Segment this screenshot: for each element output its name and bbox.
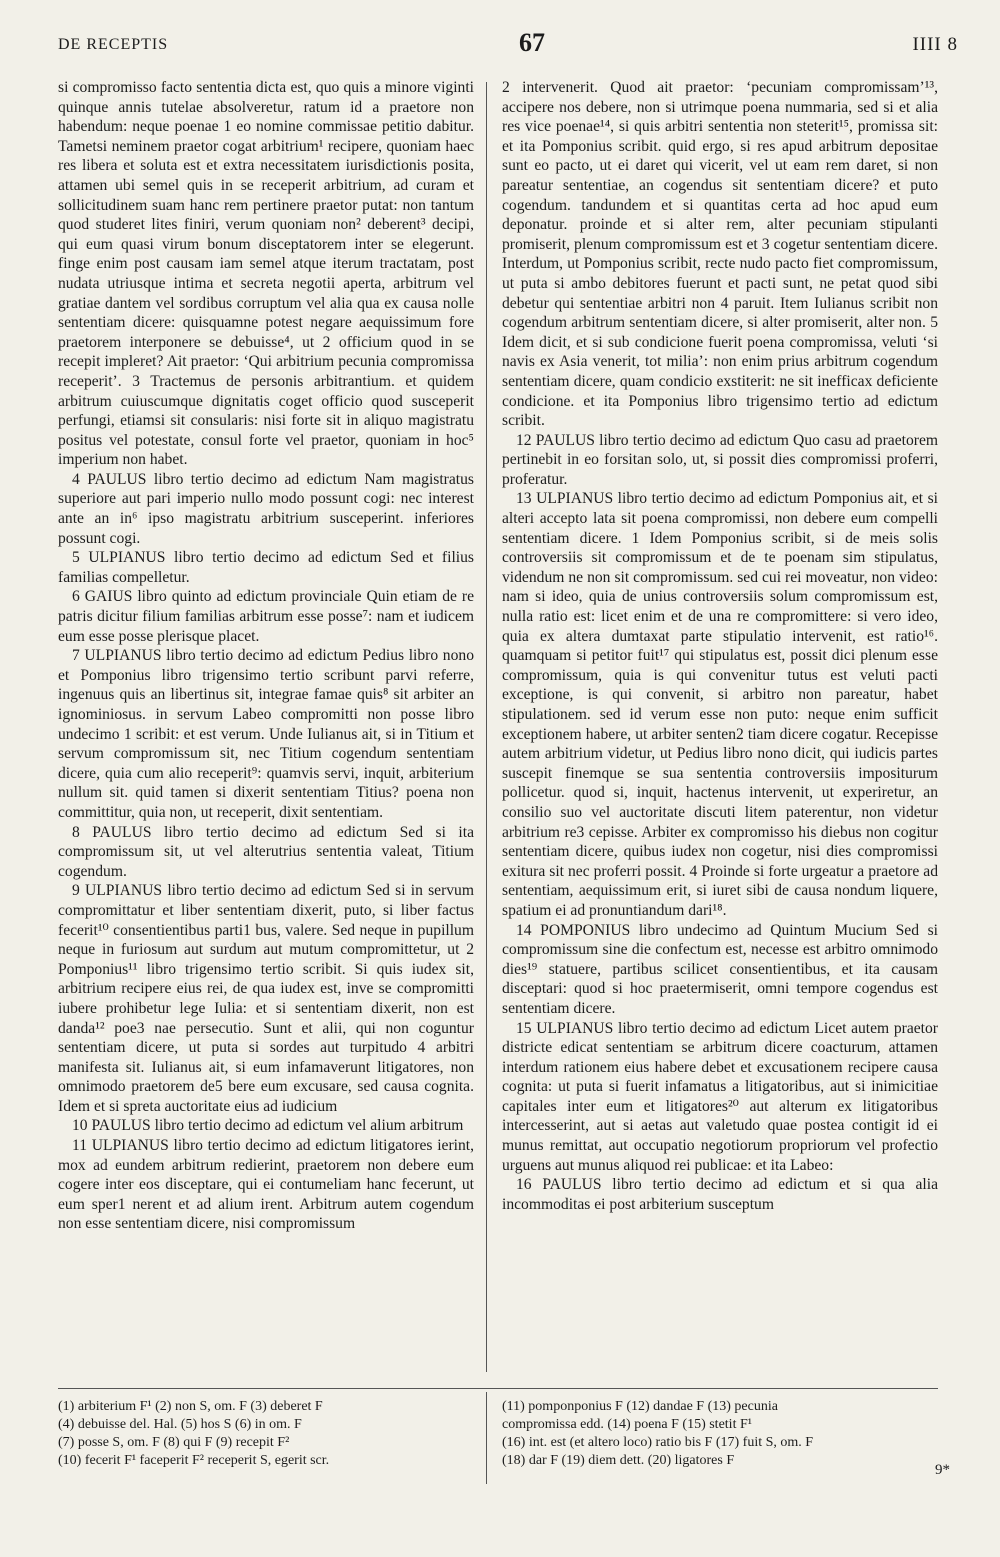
left-column [58, 78, 474, 1370]
paragraph: 10 PAULUS libro tertio decimo ad edictum vel alium arbitrum [72, 1117, 464, 1135]
column-divider [486, 82, 487, 1372]
footnote-line: (16) int. est (et altero loco) ratio bis F (17) fuit S, om. F [502, 1435, 814, 1450]
paragraph: 13 ULPIANUS libro tertio decimo ad edictum Pomponius ait, et si alteri accepto lata sit poena compromissi, non debere eum compelli sententiam dicere. 1 Idem Pomponius scribit, si de meis solis controversiis sit compromissum et de te poenam sim stipulatus, videndum ne non sit compromissum. sed cui rei moveatur, non video: nam si ideo, quia de unius controversiis solum compromissum est, nulla ratio est: licet enim et de una re compromittere: si vero ideo, quia ex altera dumtaxat parte stipulatio intervenit, est ratio¹⁶. quamquam si petitor fuit¹⁷ qui stipulatus est, possit dici plenum esse compromissum, quia is qui convenitur tutus est veluti pacti exceptione, is qui convenit, si arbitro non pareatur, habet stipulationem. sed id verum esse non puto: neque enim sufficit exceptionem habere, ut arbiter senten2 tiam dicere cogatur. Recepisse autem arbitrium videtur, ut Pedius libro nono dicit, qui iudicis partes suscepit finemque se sua sententia controversiis impositurum pollicetur. quod si, inquit, hactenus intervenit, ut experiretur, an consilio suo vel auctoritate discuti litem paterentur, non videtur arbitrium re3 cepisse. Arbiter ex compromisso his diebus non cogitur sententiam dicere, quibus iudex non cogetur, nisi dies compromissi exitura sit nec proferri possit. 4 Proinde si forte urgeatur a praetore ad sententiam, aequissimum erit, si iuret sibi de causa nondum liquere, spatium ei ad pronuntiandum dari¹⁸. [502, 490, 938, 919]
paragraph: 16 PAULUS libro tertio decimo ad edictum et si qua alia incommoditas ei post arbiterium susceptum [502, 1176, 938, 1213]
footnote-line: (7) posse S, om. F (8) qui F (9) recepit F² [58, 1435, 290, 1450]
paragraph: 8 PAULUS libro tertio decimo ad edictum Sed si ita compromissum sit, ut vel alterutrius sententia valeat, Titium cogendum. [58, 823, 474, 880]
paragraph: 5 ULPIANUS libro tertio decimo ad edictum Sed et filius familias compelletur. [58, 549, 474, 586]
footnote-line: compromissa edd. (14) poena F (15) stetit F¹ [502, 1417, 752, 1432]
footnotes-right [502, 1398, 938, 1470]
page-number: 67 [519, 28, 545, 57]
running-title: DE RECEPTIS [58, 36, 169, 53]
signature-mark: 9* [935, 1462, 950, 1478]
paragraph: 6 GAIUS libro quinto ad edictum provinciale Quin etiam de re patris dicitur filium familias arbitrum esse posse⁷: nam et iudicem eum esse posse plerisque placet. [58, 588, 474, 645]
section-number: IIII 8 [912, 34, 958, 55]
footnotes [58, 1390, 958, 1510]
footnote-line: (4) debuisse del. Hal. (5) hos S (6) in om. F [58, 1417, 302, 1432]
footnote-rule [58, 1388, 938, 1389]
footnote-line: (10) fecerit F¹ faceperit F² receperit S, egerit scr. [58, 1453, 330, 1468]
paragraph: 2 intervenerit. Quod ait praetor: ‘pecuniam compromissam’¹³, accipere nos debere, non si utrimque poena nummaria, sed si et alia res vice poenae¹⁴, si quis arbitri sententia non steterit¹⁵, promissa sit: et ita Pomponius scribit. quid ergo, si res apud arbitrum depositae sunt eo pacto, ut ei daret qui vicerit, vel ut eam rem daret, si non pareatur sententiae, an cogendus sit sententiam dicere? et puto cogendum. tandundem et si quantitas certa ad hoc apud eum deponatur. proinde et si alter rem, alter pecuniam stipulanti promiserit, plenum compromissum est et 3 cogetur sententiam dicere. Interdum, ut Pomponius scribit, recte nudo pacto fiet compromissum, ut puta si ambo debitores fuerunt et pacti sunt, ne petat quod sibi debetur qui sententiae arbitri non 4 paruit. Item Iulianus scribit non cogendum arbitrum sententiam dicere, si alter promiserit, alter non. 5 Idem dicit, et si sub condicione fuerit poena compromissa, veluti ‘si navis ex Asia venerit, tot milia’: non enim prius arbitrum cogendum sententiam dicere, quam condicio exstiterit: ne sit inefficax deficiente condicione. et ita Pomponius libro trigensimo tertio ad edictum scribit. [502, 79, 938, 430]
paragraph: si compromisso facto sententia dicta est, quo quis a minore viginti quinque annis tutelae absolveretur, ratum id a praetore non habendum: neque poenae 1 eo nomine commissae petitio dabitur. Tametsi neminem praetor cogat arbitrium¹ recipere, quoniam haec res libera et soluta est et extra necessitatem iurisdictionis posita, attamen ubi semel quis in se receperit arbitrium, ad curam et sollicitudinem suam hanc rem pertinere praetor putat: non tantum quod studeret lites finiri, verum quoniam non² deberent³ decipi, qui eum quasi virum bonum disceptatorem inter se elegerunt. finge enim post causam iam semel atque iterum tractatam, post nudata utriusque intima et secreta negotii aperta, arbitrum vel gratiae dantem vel sordibus corruptum vel alia qua ex causa nolle sententiam dicere: quisquamne potest negare aequissimum fore praetorem interponere se debuisse⁴, ut 2 officium quod in se recepit impleret? Ait praetor: ‘Qui arbitrium pecunia compromissa receperit’. 3 Tractemus de personis arbitrantium. et quidem arbitrum cuiuscumque dignitatis coget officio quod susceperit perfungi, etiamsi sit consularis: nisi forte sit in aliquo magistratu positus vel potestate, consul forte vel praetor, quoniam in hoc⁵ imperium non habet. [58, 79, 474, 469]
paragraph: 14 POMPONIUS libro undecimo ad Quintum Mucium Sed si compromissum sine die confectum est, necesse est arbitro omnimodo dies¹⁹ statuere, partibus scilicet consentientibus, et ita causam disceptari: quod si hoc praetermiserit, omni tempore cogendus est sententiam dicere. [502, 921, 938, 1017]
right-column [502, 78, 938, 1370]
running-header [58, 28, 958, 68]
footnote-line: (11) pomponponius F (12) dandae F (13) pecunia [502, 1399, 778, 1414]
paragraph: 7 ULPIANUS libro tertio decimo ad edictum Pedius libro nono et Pomponius libro trigensimo tertio scribunt parvi referre, ingenuus quis an libertinus sit, integrae famae quis⁸ sit arbiter an ignominiosus. in servum Labeo compromitti non posse libro undecimo 1 scribit: et est verum. Unde Iulianus ait, si in Titium et servum compromissum sit, nec Titium cogendum sententiam dicere, quia cum alio receperit⁹: quamvis servi, inquit, arbiterium nullum sit. quid tamen si dixerit sententiam Titius? poena non committitur, quia non, ut receperit, dixit sententiam. [58, 647, 474, 821]
paragraph: 4 PAULUS libro tertio decimo ad edictum Nam magistratus superiore aut pari imperio nullo modo possunt cogi: nec interest ante an in⁶ ipso magistratu arbitrium susceperint. inferiores possunt cogi. [58, 470, 474, 547]
footnotes-left [58, 1398, 483, 1470]
footnote-line: (1) arbiterium F¹ (2) non S, om. F (3) deberet F [58, 1399, 323, 1414]
paragraph: 9 ULPIANUS libro tertio decimo ad edictum Sed si in servum compromittatur et liber sententiam dixerit, puto, si liber factus fecerit¹⁰ consentientibus parti1 bus, valere. Sed neque in pupillum neque in furiosum aut surdum aut mutum compromittetur, ut 2 Pomponius¹¹ libro trigensimo tertio scribit. Si quis iudex sit, arbitrium recipere eius rei, de qua iudex est, inve se compromitti iubere prohibetur lege Iulia: et si sententiam dixerit, non est danda¹² poe3 nae persecutio. Sunt et alii, qui non coguntur sententiam dicere, ut puta si sordes aut turpitudo 4 arbitri manifesta sit. Iulianus ait, si eum infamaverunt litigatores, non omnimodo praetorem de5 bere eum excusare, sed causa cognita. Idem et si spreta auctoritate eius ad iudicium [58, 882, 474, 1115]
paragraph: 11 ULPIANUS libro tertio decimo ad edictum litigatores ierint, mox ad eundem arbitrum redierint, praetorem non debere eum cogere inter eos disceptare, qui ei contumeliam hanc fecerunt, ut eum sper1 nerent et ad alium irent. Arbitrum autem cogendum non esse sententiam dicere, nisi compromissum [58, 1137, 474, 1233]
paragraph: 15 ULPIANUS libro tertio decimo ad edictum Licet autem praetor districte edicat sententiam se arbitrum dicere coacturum, attamen interdum rationem eius habere debet et excusationem recipere causa cognita: ut puta si fuerit infamatus a litigatoribus, aut si inimicitiae capitales inter eum et litigatores²⁰ aut alterum ex litigatoribus intercesserint, aut si aetas aut valetudo quae postea contigit id ei munus remittat, aut occupatio negotiorum propriorum vel profectio urguens aut munus aliquod rei publicae: et ita Labeo: [502, 1019, 938, 1174]
paragraph: 12 PAULUS libro tertio decimo ad edictum Quo casu ad praetorem pertinebit in eo forsitan solo, ut, si possit dies compromissi proferri, proferatur. [502, 431, 938, 488]
footnote-line: (18) dar F (19) diem dett. (20) ligatores F [502, 1453, 735, 1468]
